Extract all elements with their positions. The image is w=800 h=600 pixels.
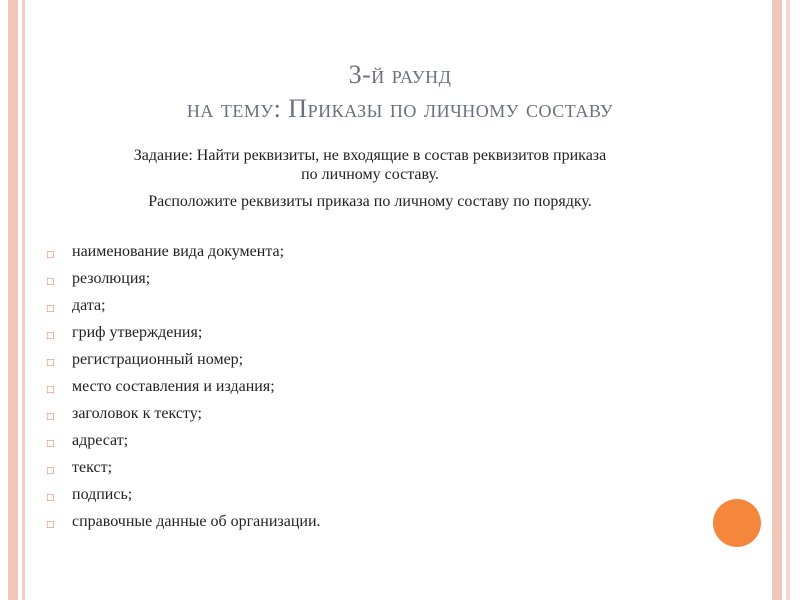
title-line-2: на тему: Приказы по личному составу (186, 94, 614, 123)
list-item-label: справочные данные об организации. (72, 513, 321, 530)
list-item (46, 512, 606, 539)
list-item (46, 485, 606, 512)
list-item (46, 296, 606, 323)
square-bullet-icon: □ (46, 304, 55, 314)
decorative-circle (713, 499, 761, 547)
task-line-1: Задание: Найти реквизиты, не входящие в состав реквизитов приказа (133, 147, 607, 164)
left-border-band (8, 0, 18, 600)
square-bullet-icon: □ (46, 493, 55, 503)
list-item-label: дата; (72, 297, 106, 314)
square-bullet-icon: □ (46, 250, 55, 260)
square-bullet-icon: □ (46, 385, 55, 395)
task-line-3: Расположите реквизиты приказа по личному составу по порядку. (148, 193, 592, 210)
list-item (46, 377, 606, 404)
list-item-label: адресат; (72, 432, 129, 449)
square-bullet-icon: □ (46, 277, 55, 287)
list-item (46, 269, 606, 296)
task-line-2: по личному составу. (301, 166, 439, 183)
list-item-label: место составления и издания; (72, 378, 275, 395)
task-text (50, 146, 690, 211)
list-item-label: подпись; (72, 486, 133, 503)
right-border-line (786, 0, 790, 600)
requisites-list (46, 242, 606, 539)
square-bullet-icon: □ (46, 412, 55, 422)
right-border-band (772, 0, 782, 600)
list-item-label: гриф утверждения; (72, 324, 203, 341)
title-line-1: 3-й раунд (348, 60, 452, 89)
list-item (46, 404, 606, 431)
square-bullet-icon: □ (46, 439, 55, 449)
list-item-label: резолюция; (72, 270, 151, 287)
square-bullet-icon: □ (46, 358, 55, 368)
square-bullet-icon: □ (46, 331, 55, 341)
left-border-line (22, 0, 25, 600)
list-item-label: регистрационный номер; (72, 351, 244, 368)
list-item-label: заголовок к тексту; (72, 405, 202, 422)
square-bullet-icon: □ (46, 466, 55, 476)
square-bullet-icon: □ (46, 520, 55, 530)
list-item-label: наименование вида документа; (72, 243, 285, 260)
list-item-label: текст; (72, 459, 113, 476)
list-item (46, 431, 606, 458)
list-item (46, 242, 606, 269)
list-item (46, 458, 606, 485)
list-item (46, 350, 606, 377)
list-item (46, 323, 606, 350)
slide-title (60, 58, 740, 126)
